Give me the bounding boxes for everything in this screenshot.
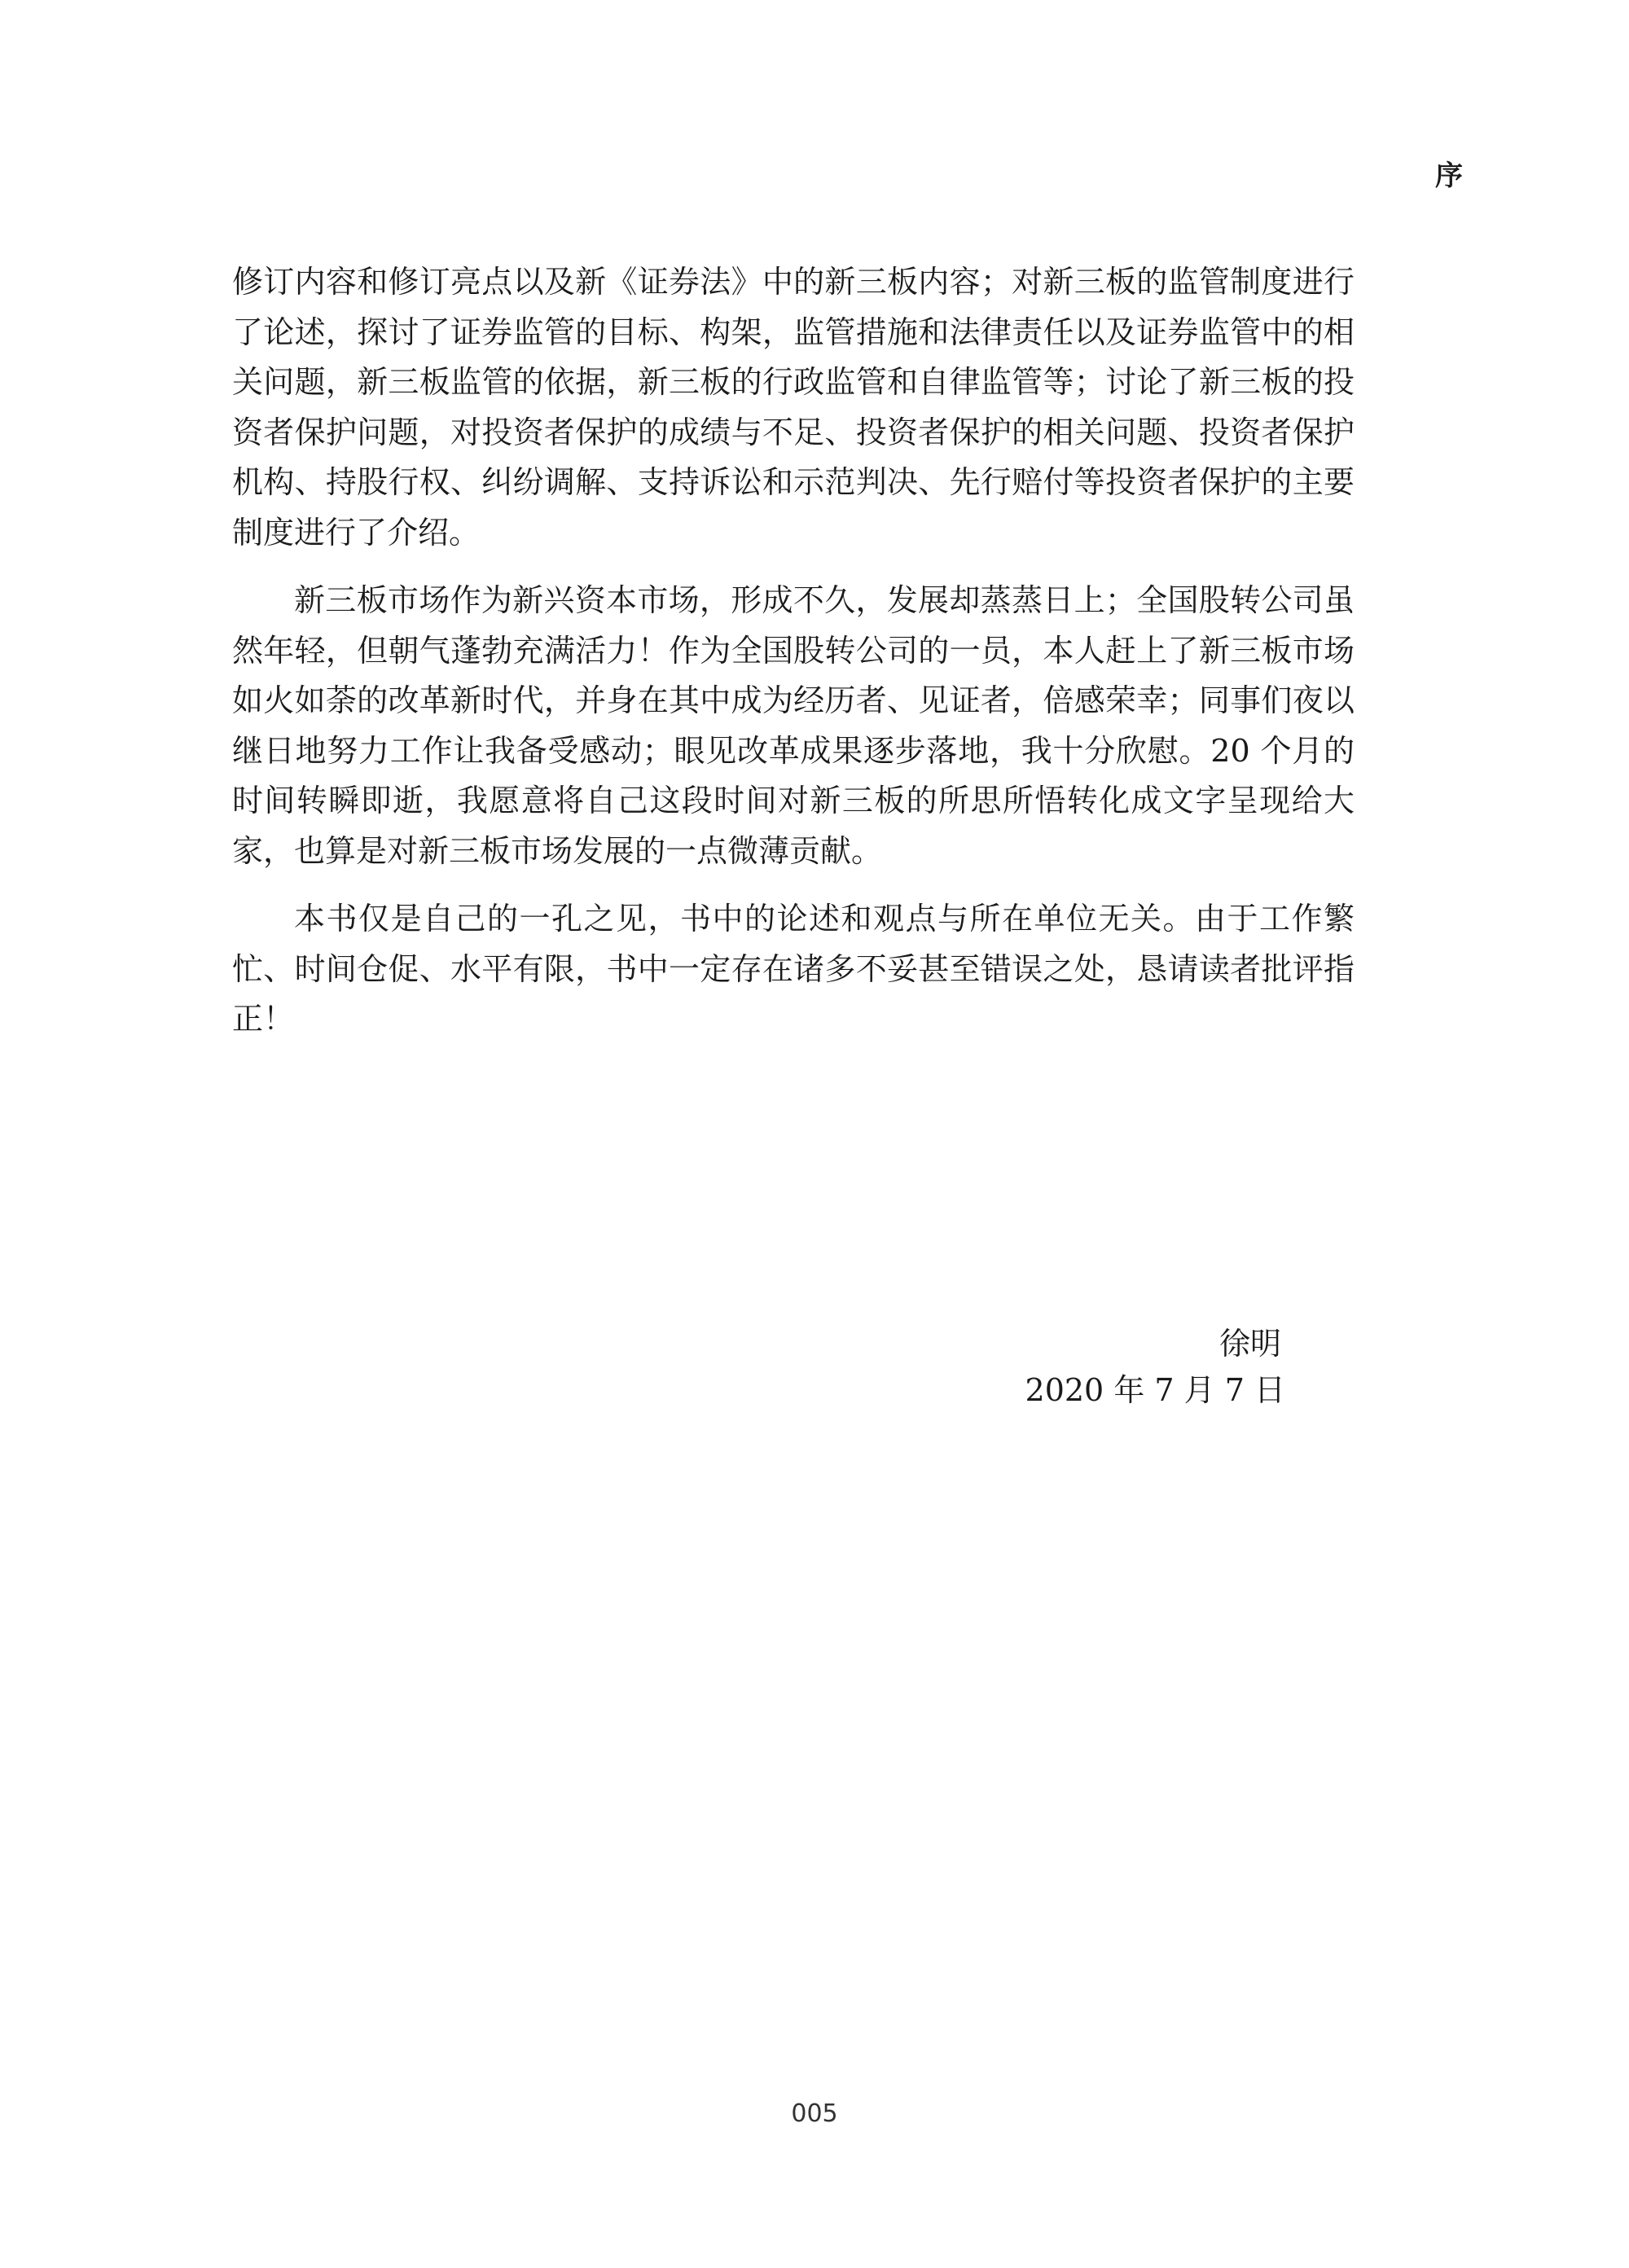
body-text	[232, 257, 1355, 1063]
author-name: 徐明	[1218, 1326, 1281, 1362]
paragraph-continued: 修订内容和修订亮点以及新《证券法》中的新三板内容；对新三板的监管制度进行了论述，探讨了证券监管的目标、构架，监管措施和法律责任以及证券监管中的相关问题，新三板监管的依据，新三板的行政监管和自律监管等；讨论了新三板的投资者保护问题，对投资者保护的成绩与不足、投资者保护的相关问题、投资者保护机构、持股行权、纠纷调解、支持诉讼和示范判决、先行赔付等投资者保护的主要制度进行了介绍。	[232, 264, 1355, 551]
signature-block	[1025, 1321, 1285, 1414]
paragraph: 本书仅是自己的一孔之见，书中的论述和观点与所在单位无关。由于工作繁忙、时间仓促、水平有限，书中一定存在诸多不妥甚至错误之处，恳请读者批评指正！	[232, 901, 1355, 1037]
paragraph: 新三板市场作为新兴资本市场，形成不久，发展却蒸蒸日上；全国股转公司虽然年轻，但朝气蓬勃充满活力！作为全国股转公司的一员，本人赶上了新三板市场如火如荼的改革新时代，并身在其中成为经历者、见证者，倍感荣幸；同事们夜以继日地努力工作让我备受感动；眼见改革成果逐步落地，我十分欣慰。20 个月的时间转瞬即逝，我愿意将自己这段时间对新三板的所思所悟转化成文字呈现给大家，也算是对新三板市场发展的一点微薄贡献。	[232, 582, 1355, 869]
running-head: 序	[1435, 160, 1464, 192]
signature-date: 2020 年 7 月 7 日	[1025, 1372, 1285, 1408]
page-number: 005	[791, 2099, 838, 2128]
